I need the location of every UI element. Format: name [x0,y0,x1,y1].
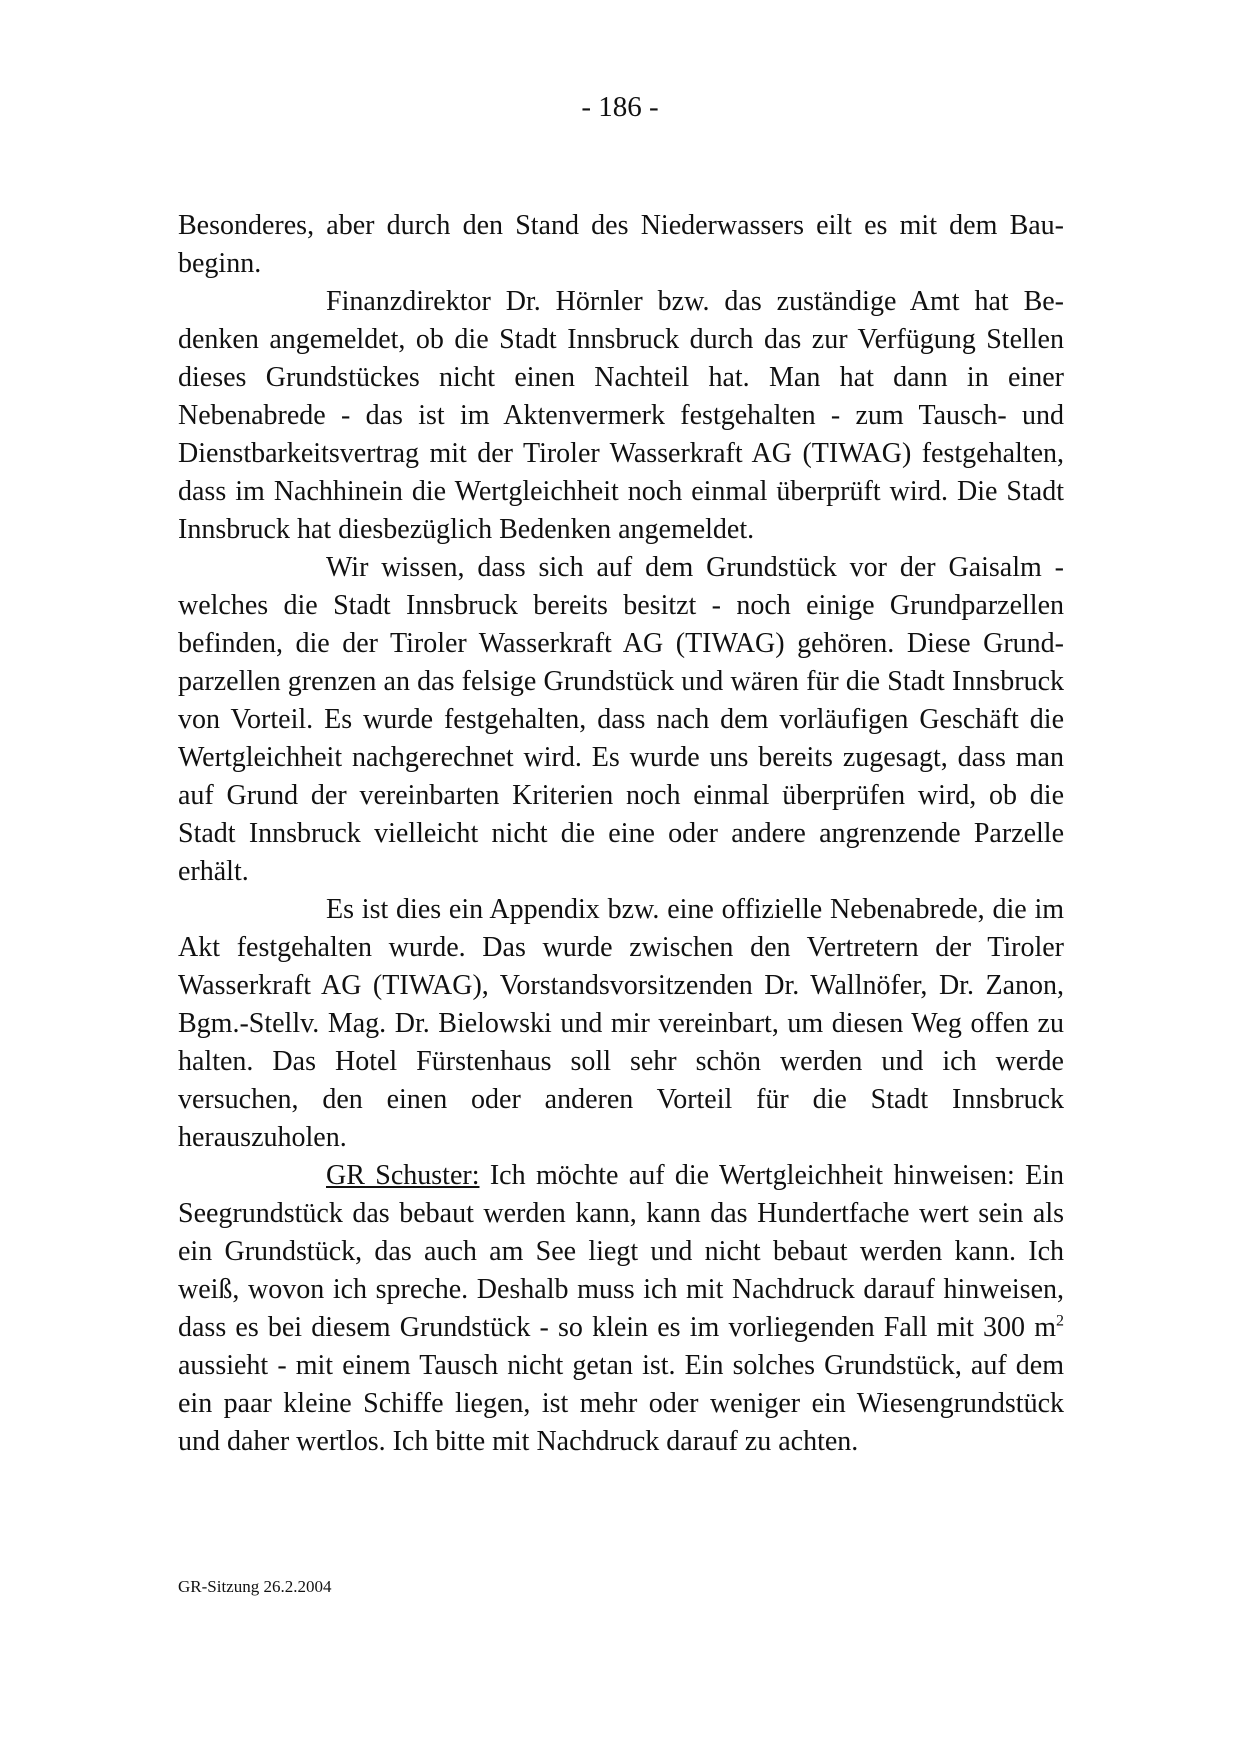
paragraph-2: Finanzdirektor Dr. Hörnler bzw. das zuständige Amt hat Bedenken angemeldet, ob die Stadt Innsbruck durch das zur Verfügung Stellen dieses Grundstückes nicht einen Nachteil hat. Man hat dann in einer Nebenabrede - das ist im Aktenvermerk festgehalten - zum Tausch- und Dienstbarkeitsvertrag mit der Tiroler Wasserkraft AG (TIWAG) festgehalten, dass im Nachhinein die Wertgleichheit noch einmal überprüft wird. Die Stadt Innsbruck hat diesbezüglich Bedenken angemeldet. [178,286,1064,545]
speech-text-part-2: aussieht - mit einem Tausch nicht getan ist. Ein solches Grundstück, auf dem ein paar kleine Schiffe liegen, ist mehr oder weniger ein Wiesengrundstück und daher wertlos. Ich bitte mit Nachdruck darauf zu achten. [178,1350,1064,1457]
paragraph-5 [178,1157,1064,1461]
area-unit-superscript: 2 [1056,1312,1064,1330]
document-body [178,207,1064,1461]
paragraph-3: Wir wissen, dass sich auf dem Grundstück vor der Gaisalm - welches die Stadt Innsbruck bereits besitzt - noch einige Grundparzellen befinden, die der Tiroler Wasserkraft AG (TIWAG) gehören. Diese Grundparzellen grenzen an das felsige Grundstück und wären für die Stadt Innsbruck von Vorteil. Es wurde festgehalten, dass nach dem vorläufigen Geschäft die Wertgleichheit nachgerechnet wird. Es wurde uns bereits zugesagt, dass man auf Grund der vereinbarten Kriterien noch einmal überprüfen wird, ob die Stadt Innsbruck vielleicht nicht die eine oder andere angrenzende Parzelle erhält. [178,552,1064,887]
speaker-name: GR Schuster: [326,1160,480,1191]
page-number: - 186 - [581,91,659,123]
paragraph-1: Besonderes, aber durch den Stand des Niederwassers eilt es mit dem Baubeginn. [178,210,1064,279]
paragraph-4: Es ist dies ein Appendix bzw. eine offizielle Nebenabrede, die im Akt festgehalten wurde. Das wurde zwischen den Vertretern der Tiroler Wasserkraft AG (TIWAG), Vorstandsvorsitzenden Dr. Wallnöfer, Dr. Zanon, Bgm.-Stellv. Mag. Dr. Bielowski und mir vereinbart, um diesen Weg offen zu halten. Das Hotel Fürstenhaus soll sehr schön werden und ich werde versuchen, den einen oder anderen Vorteil für die Stadt Innsbruck herauszuholen. [178,894,1064,1153]
footer-session-label: GR-Sitzung 26.2.2004 [178,1577,332,1596]
speech-text-part-1: Ich möchte auf die Wertgleichheit hinweisen: Ein Seegrundstück das bebaut werden kann, kann das Hundertfache wert sein als ein Grundstück, das auch am See liegt und nicht bebaut werden kann. Ich weiß, wovon ich spreche. Deshalb muss ich mit Nachdruck darauf hinweisen, dass es bei diesem Grundstück - so klein es im vorliegenden Fall mit 300 m [178,1160,1065,1343]
